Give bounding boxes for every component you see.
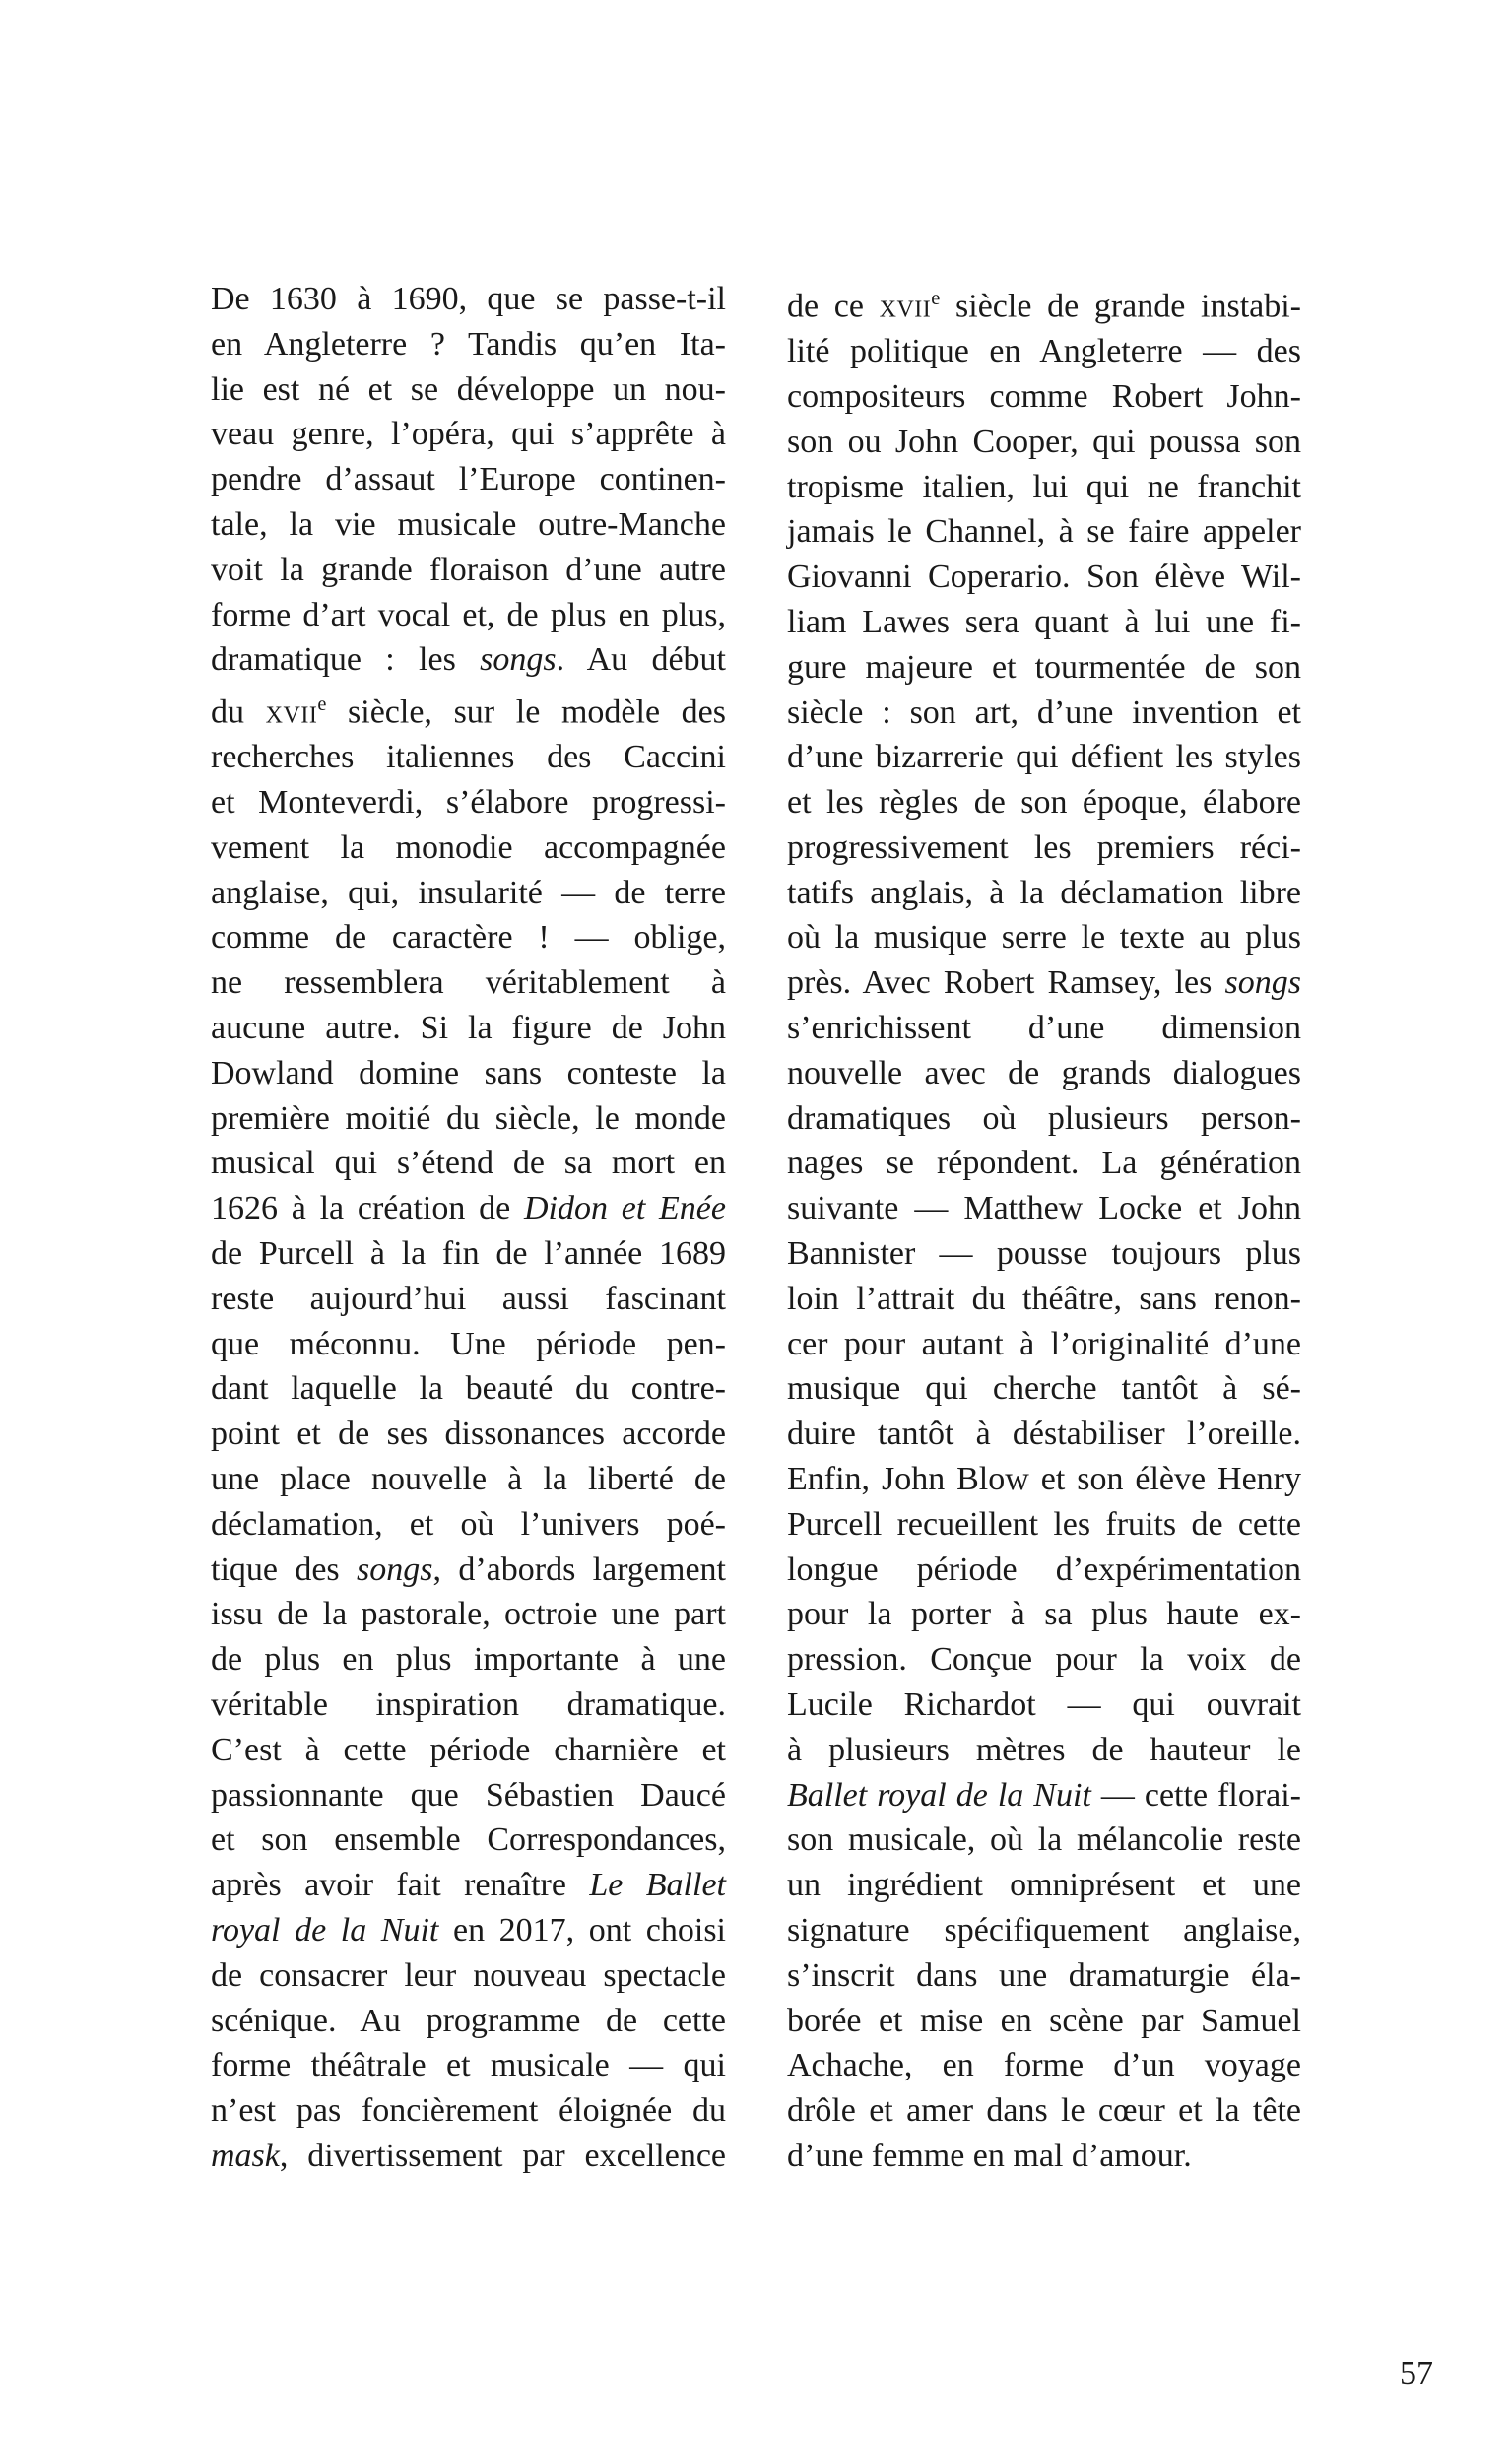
- text-run: et les règles de son époque, élabore: [787, 784, 1301, 822]
- text-line: [211, 1141, 726, 1186]
- text-line: [211, 1908, 726, 1953]
- text-line: [211, 1096, 726, 1142]
- text-line: [787, 2088, 1301, 2134]
- text-run: scénique. Au programme de cette: [211, 2002, 726, 2039]
- text-line: [787, 2134, 1301, 2179]
- text-line: [211, 1863, 726, 1908]
- page-number: 57: [1400, 2355, 1433, 2392]
- text-line: [787, 1863, 1301, 1908]
- text-line: [211, 1277, 726, 1322]
- text-run: près. Avec Robert Ramsey, les: [787, 964, 1225, 1002]
- text-line: [787, 1277, 1301, 1322]
- text-run: point et de ses dissonances accorde: [211, 1416, 726, 1453]
- text-line: [211, 1502, 726, 1548]
- text-line: [211, 1728, 726, 1773]
- text-line: [211, 1366, 726, 1412]
- text-run: longue période d’expérimentation: [787, 1551, 1301, 1588]
- text-line: [787, 420, 1301, 465]
- text-run: pour la porter à sa plus haute ex-: [787, 1596, 1301, 1633]
- text-line: [787, 915, 1301, 960]
- text-run: Enfin, John Blow et son élève Henry: [787, 1461, 1301, 1498]
- text-run-italic: mask: [211, 2138, 280, 2174]
- text-run: — cette florai-: [1090, 1776, 1302, 1814]
- text-run: que méconnu. Une période pen-: [211, 1325, 726, 1362]
- text-run: musical qui s’étend de sa mort en: [211, 1145, 726, 1182]
- text-run: son musicale, où la mélancolie reste: [787, 1821, 1301, 1859]
- text-line: [211, 780, 726, 825]
- text-line: [787, 509, 1301, 555]
- text-run: recherches italiennes des Caccini: [211, 739, 726, 776]
- text-line: [787, 1548, 1301, 1593]
- text-run: et son ensemble Correspondances,: [211, 1821, 726, 1859]
- text-run: de plus en plus importante à une: [211, 1641, 726, 1679]
- text-run: , divertissement par excellence: [279, 2138, 726, 2174]
- text-line: [211, 548, 726, 593]
- text-run: et Monteverdi, s’élabore progressi-: [211, 784, 726, 822]
- text-run: siècle, sur le modèle des: [326, 693, 727, 731]
- text-line: [211, 960, 726, 1006]
- text-line: [787, 1773, 1301, 1818]
- text-line: [211, 277, 726, 322]
- text-run: Achache, en forme d’un voyage: [787, 2047, 1301, 2084]
- text-line: [787, 1908, 1301, 1953]
- text-run: forme d’art vocal et, de plus en plus,: [211, 596, 726, 633]
- text-run: première moitié du siècle, le monde: [211, 1099, 726, 1137]
- text-run: en Angleterre ? Tandis qu’en Ita-: [211, 325, 726, 363]
- text-run: n’est pas foncièrement éloignée du: [211, 2092, 726, 2130]
- text-run-italic: songs: [480, 641, 557, 679]
- text-run: vement la monodie accompagnée: [211, 828, 726, 866]
- text-run: pendre d’assaut l’Europe continen-: [211, 461, 726, 498]
- text-run: Bannister — pousse toujours plus: [787, 1235, 1301, 1273]
- text-run: dant laquelle la beauté du contre-: [211, 1370, 726, 1408]
- text-run: liam Lawes sera quant à lui une fi-: [787, 603, 1301, 640]
- text-run: ne ressemblera véritablement à: [211, 964, 726, 1002]
- text-run: passionnante que Sébastien Daucé: [211, 1776, 726, 1814]
- text-run: veau genre, l’opéra, qui s’apprête à: [211, 416, 726, 453]
- text-run: , d’abords largement: [432, 1551, 726, 1588]
- text-run: borée et mise en scène par Samuel: [787, 2002, 1301, 2039]
- text-line: [211, 1773, 726, 1818]
- text-run: de consacrer leur nouveau spectacle: [211, 1956, 726, 1994]
- text-run: s’inscrit dans une dramaturgie éla-: [787, 1956, 1301, 1994]
- text-run: musique qui cherche tantôt à sé-: [787, 1370, 1301, 1408]
- text-run: s’enrichissent d’une dimension: [787, 1010, 1301, 1047]
- text-run: gure majeure et tourmentée de son: [787, 648, 1301, 686]
- text-run: duire tantôt à déstabiliser l’oreille.: [787, 1416, 1301, 1453]
- text-run: loin l’attrait du théâtre, sans renon-: [787, 1280, 1301, 1317]
- text-line: [211, 1231, 726, 1277]
- text-line: [787, 1817, 1301, 1863]
- text-line: [211, 2134, 726, 2179]
- text-run: tropisme italien, lui qui ne franchit: [787, 468, 1301, 505]
- text-line: [787, 600, 1301, 645]
- text-line: [787, 1006, 1301, 1051]
- text-run: de Purcell à la fin de l’année 1689: [211, 1235, 726, 1273]
- text-run: signature spécifiquement anglaise,: [787, 1912, 1301, 1949]
- text-line: [211, 683, 726, 735]
- text-run: une place nouvelle à la liberté de: [211, 1461, 726, 1498]
- text-line: [787, 871, 1301, 916]
- text-run: déclamation, et où l’univers poé-: [211, 1505, 726, 1543]
- text-run: progressivement les premiers réci-: [787, 828, 1301, 866]
- text-run: anglaise, qui, insularité — de terre: [211, 874, 726, 911]
- text-line: [211, 637, 726, 683]
- text-run: Dowland domine sans conteste la: [211, 1054, 726, 1091]
- text-line: [787, 1366, 1301, 1412]
- text-run-sup: e: [317, 693, 327, 716]
- text-run: tale, la vie musicale outre-Manche: [211, 505, 726, 543]
- text-line: [211, 915, 726, 960]
- text-run: siècle de grande instabi-: [940, 288, 1301, 325]
- text-run: forme théâtrale et musicale — qui: [211, 2047, 726, 2084]
- text-column-left: [211, 277, 726, 2179]
- text-line: [211, 871, 726, 916]
- text-line: [211, 1186, 726, 1231]
- text-run: Giovanni Coperario. Son élève Wil-: [787, 559, 1301, 596]
- text-line: [787, 1683, 1301, 1728]
- text-line: [211, 1592, 726, 1637]
- text-line: [211, 457, 726, 502]
- text-line: [787, 735, 1301, 780]
- text-run: compositeurs comme Robert John-: [787, 377, 1301, 415]
- text-line: [787, 1186, 1301, 1231]
- text-line: [787, 1999, 1301, 2044]
- text-line: [787, 1231, 1301, 1277]
- text-run: où la musique serre le texte au plus: [787, 919, 1301, 957]
- text-line: [211, 502, 726, 548]
- text-line: [787, 960, 1301, 1006]
- text-run: siècle : son art, d’une invention et: [787, 693, 1301, 731]
- text-line: [211, 322, 726, 367]
- text-run: C’est à cette période charnière et: [211, 1731, 726, 1768]
- text-line: [787, 277, 1301, 329]
- text-line: [787, 645, 1301, 691]
- text-run: lie est né et se développe un nou-: [211, 370, 726, 408]
- text-run: tatifs anglais, à la déclamation libre: [787, 874, 1301, 911]
- text-run: Lucile Richardot — qui ouvrait: [787, 1686, 1301, 1724]
- text-line: [787, 1457, 1301, 1502]
- text-line: [787, 1953, 1301, 1999]
- text-run: véritable inspiration dramatique.: [211, 1686, 726, 1724]
- text-run: aucune autre. Si la figure de John: [211, 1010, 726, 1047]
- text-run-italic: songs: [357, 1551, 433, 1588]
- text-run: son ou John Cooper, qui poussa son: [787, 423, 1301, 460]
- text-run: issu de la pastorale, octroie une part: [211, 1596, 726, 1633]
- text-run-italic: royal de la Nuit: [211, 1912, 439, 1949]
- text-run: à plusieurs mètres de hauteur le: [787, 1731, 1301, 1768]
- text-line: [787, 780, 1301, 825]
- text-run: lité politique en Angleterre — des: [787, 333, 1301, 370]
- text-line: [211, 1637, 726, 1683]
- text-run: suivante — Matthew Locke et John: [787, 1190, 1301, 1227]
- text-line: [787, 2043, 1301, 2088]
- text-run-italic: Didon et Enée: [523, 1190, 726, 1227]
- text-run-italic: Le Ballet: [589, 1867, 726, 1904]
- text-line: [211, 825, 726, 871]
- text-run: De 1630 à 1690, que se passe-t-il: [211, 281, 726, 317]
- text-run: après avoir fait renaître: [211, 1867, 590, 1904]
- text-run: reste aujourd’hui aussi fascinant: [211, 1280, 726, 1317]
- text-run: comme de caractère ! — oblige,: [211, 919, 726, 957]
- text-line: [787, 329, 1301, 374]
- text-run: Purcell recueillent les fruits de cette: [787, 1505, 1301, 1543]
- text-line: [211, 1683, 726, 1728]
- text-run: un ingrédient omniprésent et une: [787, 1867, 1301, 1904]
- text-line: [787, 1412, 1301, 1457]
- text-run-sup: e: [931, 288, 941, 309]
- text-run: . Au début: [556, 641, 727, 679]
- text-line: [211, 1548, 726, 1593]
- text-run-smallcaps: xvii: [879, 288, 932, 325]
- text-line: [211, 1322, 726, 1367]
- text-run: tique des: [211, 1551, 358, 1588]
- text-line: [787, 1141, 1301, 1186]
- text-run: d’une femme en mal d’amour.: [787, 2138, 1192, 2174]
- text-line: [211, 1006, 726, 1051]
- text-line: [211, 2088, 726, 2134]
- text-line: [787, 1502, 1301, 1548]
- text-line: [211, 1412, 726, 1457]
- text-run: nouvelle avec de grands dialogues: [787, 1054, 1301, 1091]
- text-line: [211, 1457, 726, 1502]
- text-run: du: [211, 693, 266, 731]
- text-run-smallcaps: xvii: [265, 693, 318, 731]
- text-run: pression. Conçue pour la voix de: [787, 1641, 1301, 1679]
- text-run: 1626 à la création de: [211, 1190, 524, 1227]
- text-line: [787, 1592, 1301, 1637]
- text-run-italic: Ballet royal de la Nuit: [787, 1776, 1091, 1814]
- text-run: de ce: [787, 288, 880, 325]
- text-line: [211, 367, 726, 413]
- text-line: [211, 593, 726, 638]
- text-run: jamais le Channel, à se faire appeler: [787, 513, 1301, 551]
- text-line: [787, 825, 1301, 871]
- text-line: [787, 1322, 1301, 1367]
- text-line: [787, 1051, 1301, 1096]
- text-line: [211, 1817, 726, 1863]
- text-run: nages se répondent. La génération: [787, 1145, 1301, 1182]
- text-run: en 2017, ont choisi: [438, 1912, 726, 1949]
- text-line: [211, 735, 726, 780]
- text-line: [211, 1051, 726, 1096]
- text-column-right: [787, 277, 1301, 2179]
- text-run-italic: songs: [1224, 964, 1301, 1002]
- text-line: [787, 1728, 1301, 1773]
- text-line: [787, 374, 1301, 420]
- text-line: [787, 1096, 1301, 1142]
- text-line: [211, 412, 726, 457]
- text-line: [787, 691, 1301, 736]
- text-run: d’une bizarrerie qui défient les styles: [787, 739, 1301, 776]
- text-line: [211, 1953, 726, 1999]
- text-line: [787, 555, 1301, 600]
- text-line: [787, 1637, 1301, 1683]
- text-run: voit la grande floraison d’une autre: [211, 551, 726, 588]
- text-line: [211, 2043, 726, 2088]
- text-run: drôle et amer dans le cœur et la tête: [787, 2092, 1301, 2130]
- text-run: dramatique : les: [211, 641, 481, 679]
- text-run: dramatiques où plusieurs person-: [787, 1099, 1301, 1137]
- text-line: [211, 1999, 726, 2044]
- text-run: cer pour autant à l’originalité d’une: [787, 1325, 1301, 1362]
- text-line: [787, 465, 1301, 510]
